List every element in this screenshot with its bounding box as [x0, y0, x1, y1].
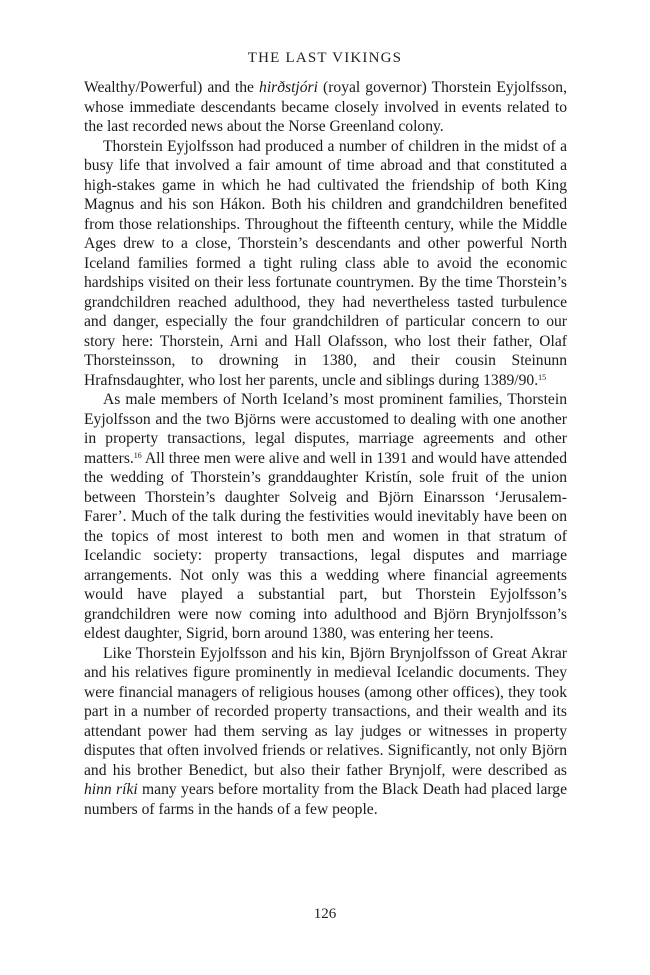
text-run: As male members of North Iceland’s most prominent families, Thorstein Eyjolfsson and the two Björns were accustomed to dealing with one another in property transactions, legal disputes, marriage agreements and other matters. — [84, 391, 567, 467]
page-number: 126 — [313, 906, 337, 922]
text-run: (royal governor) Thorstein Eyjolfsson, whose immediate descendants became closely involved in events related to the last recorded news about the Norse Greenland colony. — [84, 79, 567, 135]
text-run: many years before mortality from the Black Death had placed large numbers of farms in the hands of a few people. — [84, 781, 567, 818]
text-run: Wealthy/Powerful) and the — [84, 79, 260, 96]
paragraph — [84, 137, 567, 391]
paragraph — [84, 644, 567, 820]
text-run: All three men were alive and well in 1391 and would have attended the wedding of Thorstein’s granddaughter Kristín, sole fruit of the union between Thorstein’s daughter Solveig and Björn Einarsson ‘Jerusalem-Farer’. Much of the talk during the festivities would inevitably have been on the topics of most interest to both men and women in that stratum of Icelandic society: property transactions, legal disputes and marriage arrangements. Not only was this a wedding where financial agreements would have played a substantial part, but Thorstein Eyjolfsson’s grandchildren were now coming into adulthood and Björn Brynjolfsson’s eldest daughter, Sigrid, born around 1380, was entering her teens. — [84, 449, 567, 642]
body-text — [84, 78, 567, 819]
text-run: Like Thorstein Eyjolfsson and his kin, Björn Brynjolfsson of Great Akrar and his relatives figure prominently in medieval Icelandic documents. They were financial managers of religious houses (among other offices), they took part in a number of recorded property transactions, and their wealth and its attendant power had them serving as lay judges or witnesses in property disputes that often involved friends or relatives. Significantly, not only Björn and his brother Benedict, but also their father Brynjolf, were described as — [84, 644, 567, 779]
running-head: THE LAST VIKINGS — [247, 50, 403, 66]
paragraph-continued — [84, 78, 567, 137]
italic-term: hinn ríki — [84, 781, 138, 798]
italic-term: hirðstjóri — [259, 79, 318, 96]
footnote-marker: 16 — [133, 450, 142, 460]
text-run: Thorstein Eyjolfsson had produced a number of children in the midst of a busy life that involved a fair amount of time abroad and that constituted a high-stakes game in which he had cultivated the friendship of both King Magnus and his son Hákon. Both his children and grandchildren benefited from those relationships. Throughout the fifteenth century, while the Middle Ages drew to a close, Thorstein’s descendants and other powerful North Iceland families formed a tight ruling class able to avoid the economic hardships visited on their less fortunate countrymen. By the time Thorstein’s grandchildren reached adulthood, they had nevertheless tasted turbulence and danger, especially the four grandchildren of particular concern to our story here: Thorstein, Arni and Hall Olafsson, who lost their father, Olaf Thorsteinsson, to drowning in 1380, and their cousin Steinunn Hrafnsdaughter, who lost her parents, uncle and siblings during 1389/90. — [84, 137, 567, 389]
paragraph — [84, 390, 567, 644]
footnote-marker: 15 — [538, 372, 547, 382]
